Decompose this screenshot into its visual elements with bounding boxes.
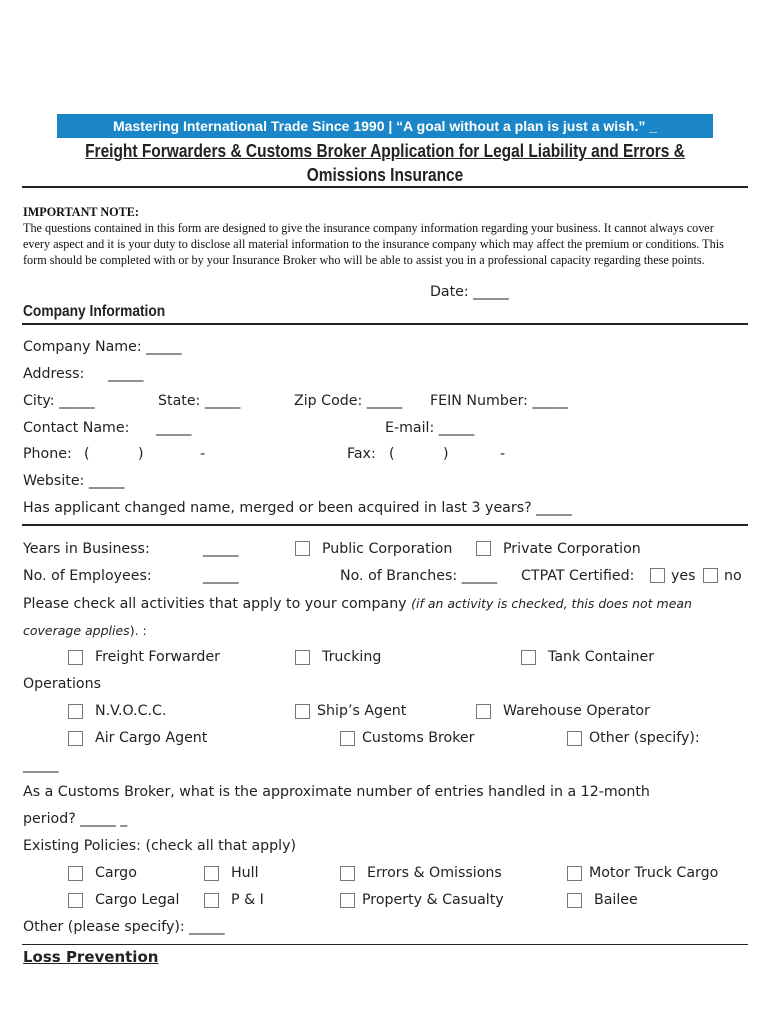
fax-paren-close[interactable]: ) xyxy=(443,446,449,462)
policies-divider xyxy=(22,944,748,945)
cargo-checkbox[interactable] xyxy=(68,866,83,881)
hull-label: Hull xyxy=(231,865,259,881)
contact-name-label: Contact Name: xyxy=(23,420,130,436)
employees-label: No. of Employees: xyxy=(23,568,152,584)
tank-container-checkbox[interactable] xyxy=(521,650,536,665)
p-and-i-checkbox[interactable] xyxy=(204,893,219,908)
other-activity-field[interactable]: _____ xyxy=(23,757,59,773)
important-note-heading: IMPORTANT NOTE: xyxy=(23,205,139,219)
ctpat-no-label: no xyxy=(724,568,742,584)
property-casualty-checkbox[interactable] xyxy=(340,893,355,908)
customs-entries-question: As a Customs Broker, what is the approximate number of entries handled in a 12-month xyxy=(23,784,650,800)
phone-label: Phone: xyxy=(23,446,72,462)
activities-intro-text: Please check all activities that apply to your company xyxy=(23,596,412,612)
public-corporation-label: Public Corporation xyxy=(322,541,453,557)
address-field[interactable]: _____ xyxy=(108,366,144,382)
cargo-legal-checkbox[interactable] xyxy=(68,893,83,908)
trucking-label: Trucking xyxy=(322,649,382,665)
customs-broker-label: Customs Broker xyxy=(362,730,475,746)
tank-container-label: Tank Container xyxy=(548,649,655,665)
activities-intro-note2: coverage applies xyxy=(23,623,130,638)
activities-intro-end: ). : xyxy=(129,623,147,638)
errors-omissions-checkbox[interactable] xyxy=(340,866,355,881)
property-casualty-label: Property & Casualty xyxy=(362,892,504,908)
branches-field[interactable]: No. of Branches: _____ xyxy=(340,568,498,584)
address-label: Address: xyxy=(23,366,85,382)
errors-omissions-label: Errors & Omissions xyxy=(367,865,502,881)
activities-intro xyxy=(23,596,692,612)
public-corporation-checkbox[interactable] xyxy=(295,541,310,556)
warehouse-operator-checkbox[interactable] xyxy=(476,704,491,719)
ctpat-yes-checkbox[interactable] xyxy=(650,568,665,583)
activities-intro-line2 xyxy=(23,623,147,639)
state-field[interactable]: State: _____ xyxy=(158,393,241,409)
nvocc-label: N.V.O.C.C. xyxy=(95,703,167,719)
cargo-label: Cargo xyxy=(95,865,137,881)
header-banner: Mastering International Trade Since 1990 | “A goal without a plan is just a wish.” _ xyxy=(57,114,713,138)
company-info-heading: Company Information xyxy=(23,303,166,320)
name-change-question[interactable]: Has applicant changed name, merged or been acquired in last 3 years? _____ xyxy=(23,500,572,516)
company-divider xyxy=(22,323,748,325)
zip-field[interactable]: Zip Code: _____ xyxy=(294,393,403,409)
motor-truck-cargo-checkbox[interactable] xyxy=(567,866,582,881)
phone-paren-open[interactable]: ( xyxy=(84,446,90,462)
bailee-checkbox[interactable] xyxy=(567,893,582,908)
customs-entries-field[interactable]: period? _____ _ xyxy=(23,811,128,827)
city-field[interactable]: City: _____ xyxy=(23,393,95,409)
private-corporation-label: Private Corporation xyxy=(503,541,641,557)
ships-agent-checkbox[interactable] xyxy=(295,704,310,719)
form-title-line1: Freight Forwarders & Customs Broker Application for Legal Liability and Errors & xyxy=(85,141,685,161)
website-field[interactable]: Website: _____ xyxy=(23,473,125,489)
fax-dash[interactable]: - xyxy=(500,446,506,462)
form-title-line2: Omissions Insurance xyxy=(306,165,464,185)
important-note xyxy=(23,204,741,268)
air-cargo-agent-checkbox[interactable] xyxy=(68,731,83,746)
air-cargo-agent-label: Air Cargo Agent xyxy=(95,730,208,746)
operations-label: Operations xyxy=(23,676,101,692)
private-corporation-checkbox[interactable] xyxy=(476,541,491,556)
title-divider xyxy=(22,186,748,188)
existing-policies-heading: Existing Policies: (check all that apply) xyxy=(23,838,297,854)
phone-dash[interactable]: - xyxy=(200,446,206,462)
nvocc-checkbox[interactable] xyxy=(68,704,83,719)
contact-name-field[interactable]: _____ xyxy=(156,420,192,436)
ctpat-no-checkbox[interactable] xyxy=(703,568,718,583)
fax-paren-open[interactable]: ( xyxy=(389,446,395,462)
customs-broker-checkbox[interactable] xyxy=(340,731,355,746)
important-note-body: The questions contained in this form are designed to give the insurance company information regarding your business. It cannot always cover every aspect and it is your duty to disclose all material information to the insurance company which may affect the premium or conditions. This form should be completed with or by your Insurance Broker who will be able to assist you in a professional capacity regarding these points. xyxy=(23,221,724,267)
other-activity-label: Other (specify): xyxy=(589,730,700,746)
activities-intro-note: (if an activity is checked, this does not mean xyxy=(411,596,692,611)
loss-prevention-heading: Loss Prevention xyxy=(23,948,159,966)
ships-agent-label: Ship’s Agent xyxy=(317,703,407,719)
cargo-legal-label: Cargo Legal xyxy=(95,892,180,908)
years-in-business-field[interactable]: _____ xyxy=(203,541,239,557)
p-and-i-label: P & I xyxy=(231,892,264,908)
employees-field[interactable]: _____ xyxy=(203,568,239,584)
bailee-label: Bailee xyxy=(594,892,638,908)
other-activity-checkbox[interactable] xyxy=(567,731,582,746)
freight-forwarder-checkbox[interactable] xyxy=(68,650,83,665)
motor-truck-cargo-label: Motor Truck Cargo xyxy=(589,865,719,881)
fein-field[interactable]: FEIN Number: _____ xyxy=(430,393,568,409)
fax-label: Fax: xyxy=(347,446,376,462)
email-field[interactable]: E-mail: _____ xyxy=(385,420,475,436)
other-policy-field[interactable]: Other (please specify): _____ xyxy=(23,919,225,935)
ctpat-label: CTPAT Certified: xyxy=(521,568,635,584)
company-name-field[interactable]: Company Name: _____ xyxy=(23,339,182,355)
company-bottom-divider xyxy=(22,524,748,526)
ctpat-yes-label: yes xyxy=(671,568,696,584)
date-field[interactable]: Date: _____ xyxy=(430,284,509,300)
warehouse-operator-label: Warehouse Operator xyxy=(503,703,650,719)
trucking-checkbox[interactable] xyxy=(295,650,310,665)
years-in-business-label: Years in Business: xyxy=(23,541,150,557)
hull-checkbox[interactable] xyxy=(204,866,219,881)
freight-forwarder-label: Freight Forwarder xyxy=(95,649,221,665)
phone-paren-close[interactable]: ) xyxy=(138,446,144,462)
